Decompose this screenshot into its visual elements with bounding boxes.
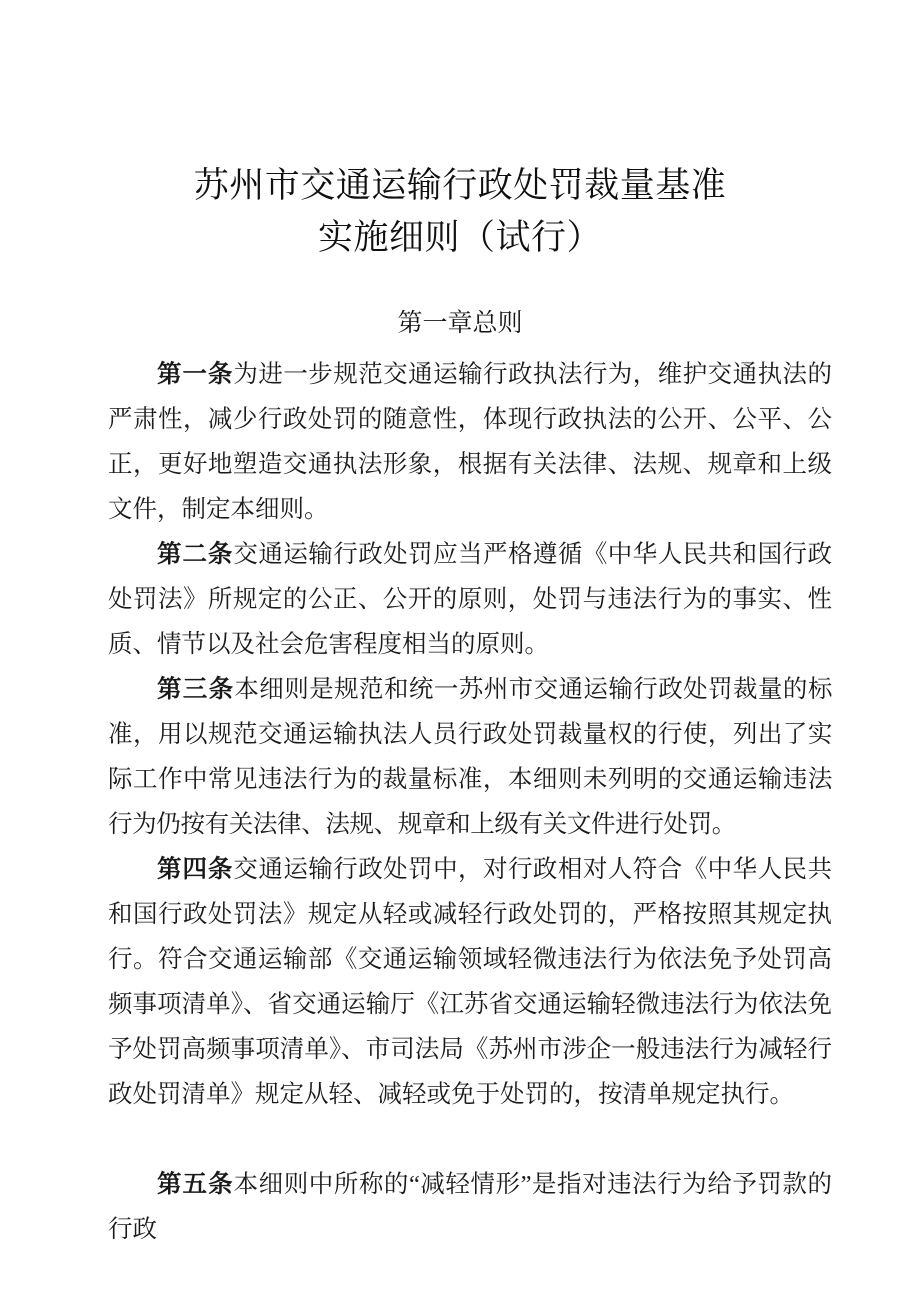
article-five-marker: 第五条 — [157, 1171, 234, 1198]
document-body — [108, 352, 832, 1252]
article-four-text: 交通运输行政处罚中，对行政相对人符合《中华人民共和国行政处罚法》规定从轻或减轻行政处罚的，严格按照其规定执行。符合交通运输部《交通运输领域轻微违法行为依法免予处罚高频事项清单》、省交通运输厅《江苏省交通运输轻微违法行为依法免予处罚高频事项清单》、市司法局《苏州市涉企一般违法行为减轻行政处罚清单》规定从轻、减轻或免于处罚的，按清单规定执行。 — [108, 856, 833, 1108]
article-three-marker: 第三条 — [157, 676, 235, 703]
article-three — [108, 667, 832, 847]
article-one — [108, 352, 832, 532]
article-four-marker: 第四条 — [157, 856, 234, 883]
document-title-line-1: 苏州市交通运输行政处罚裁量基准 — [193, 166, 727, 205]
article-two-marker: 第二条 — [157, 541, 234, 568]
document-title-line-2: 实施细则（试行） — [317, 218, 602, 257]
article-three-text: 本细则是规范和统一苏州市交通运输行政处罚裁量的标准，用以规范交通运输执法人员行政处罚裁量权的行使，列出了实际工作中常见违法行为的裁量标准，本细则未列明的交通运输违法行为仍按有关法律、法规、规章和上级有关文件进行处罚。 — [108, 676, 832, 838]
article-two-text: 交通运输行政处罚应当严格遵循《中华人民共和国行政处罚法》所规定的公正、公开的原则，处罚与违法行为的事实、性质、情节以及社会危害程度相当的原则。 — [108, 541, 833, 658]
article-one-text: 为进一步规范交通运输行政执法行为，维护交通执法的严肃性，减少行政处罚的随意性，体现行政执法的公开、公平、公正，更好地塑造交通执法形象，根据有关法律、法规、规章和上级文件，制定本细则。 — [108, 361, 833, 523]
chapter-heading: 第一章总则 — [397, 309, 523, 337]
article-two — [108, 532, 832, 667]
article-five — [108, 1162, 832, 1252]
article-one-marker: 第一条 — [157, 361, 234, 388]
article-five-text: 本细则中所称的“减轻情形”是指对违法行为给予罚款的行政 — [108, 1171, 832, 1243]
document-title — [0, 160, 920, 264]
article-four — [108, 847, 832, 1117]
